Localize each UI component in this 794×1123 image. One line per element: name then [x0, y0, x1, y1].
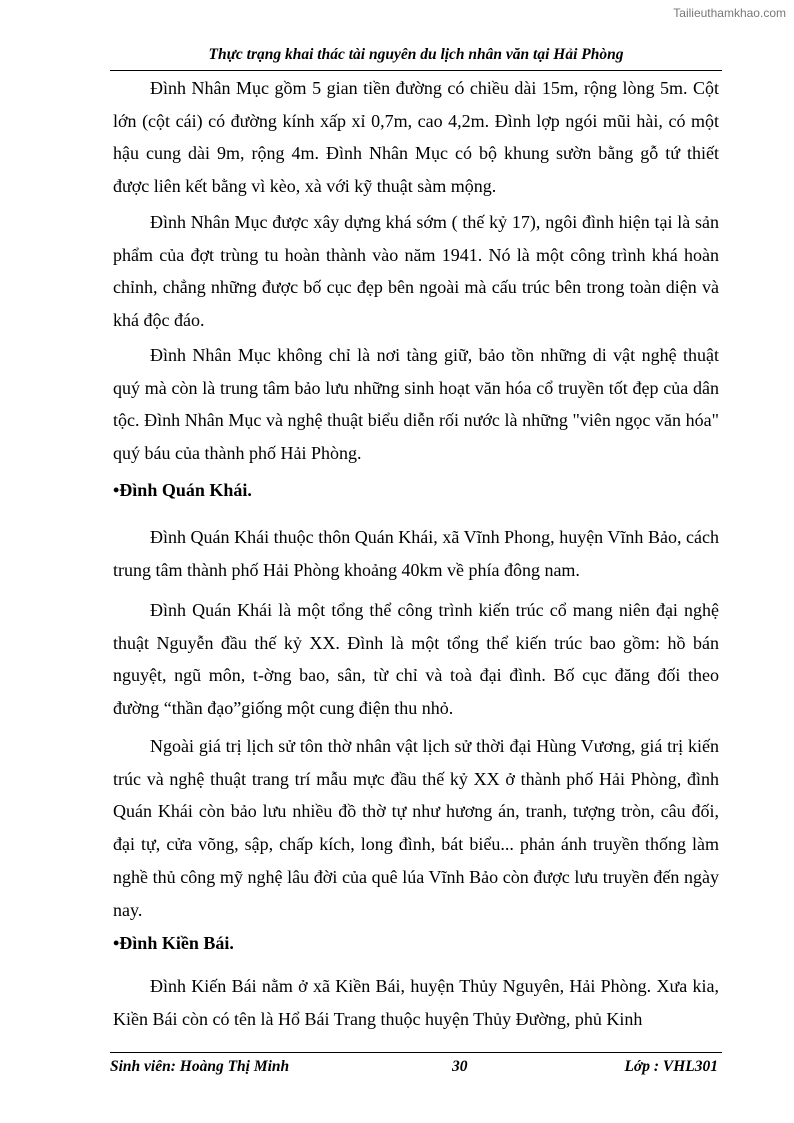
running-header: Thực trạng khai thác tài nguyên du lịch nhân văn tại Hải Phòng [208, 46, 624, 63]
section-heading: •Đình Quán Khái. [113, 480, 252, 500]
section-heading: •Đình Kiền Bái. [113, 933, 234, 953]
paragraph: Đình Kiến Bái nằm ở xã Kiền Bái, huyện Thủy Nguyên, Hải Phòng. Xưa kia, Kiền Bái còn có tên là Hổ Bái Trang thuộc huyện Thủy Đường, phủ Kinh [113, 976, 719, 1029]
footer-class: Lớp : VHL301 [624, 1058, 718, 1075]
paragraph: Đình Nhân Mục không chỉ là nơi tàng giữ, bảo tồn những di vật nghệ thuật quý mà còn là trung tâm bảo lưu những sinh hoạt văn hóa cổ truyền tốt đẹp của dân tộc. Đình Nhân Mục và nghệ thuật biểu diễn rối nước là những "viên ngọc văn hóa" quý báu của thành phố Hải Phòng. [113, 345, 719, 464]
paragraph: Ngoài giá trị lịch sử tôn thờ nhân vật lịch sử thời đại Hùng Vương, giá trị kiến trúc và nghệ thuật trang trí mẫu mực đầu thế kỷ XX ở thành phố Hải Phòng, đình Quán Khái còn bảo lưu nhiều đồ thờ tự như hương án, tranh, tượng tròn, câu đối, đại tự, cửa võng, sập, chấp kích, long đình, bát biểu... phản ánh truyền thống làm nghề thủ công mỹ nghệ lâu đời của quê lúa Vĩnh Bảo còn được lưu truyền đến ngày nay. [113, 736, 719, 920]
paragraph: Đình Quán Khái là một tổng thể công trình kiến trúc cổ mang niên đại nghệ thuật Nguyễn đầu thế kỷ XX. Đình là một tổng thể kiến trúc bao gồm: hồ bán nguyệt, ngũ môn, t-ờng bao, sân, từ chỉ và toà đại đình. Bố cục đăng đối theo đường “thần đạo”giống một cung điện thu nhỏ. [113, 600, 719, 719]
paragraph: Đình Nhân Mục gồm 5 gian tiền đường có chiều dài 15m, rộng lòng 5m. Cột lớn (cột cái) có đường kính xấp xỉ 0,7m, cao 4,2m. Đình lợp ngói mũi hài, có một hậu cung dài 9m, rộng 4m. Đình Nhân Mục có bộ khung sườn bằng gỗ tứ thiết được liên kết bằng vì kèo, xà với kỹ thuật sàm mộng. [113, 78, 719, 197]
footer-student: Sinh viên: Hoàng Thị Minh [110, 1058, 290, 1075]
footer-rule [110, 1052, 722, 1053]
header-rule [110, 70, 722, 71]
paragraph: Đình Nhân Mục được xây dựng khá sớm ( thế kỷ 17), ngôi đình hiện tại là sản phẩm của đợt trùng tu hoàn thành vào năm 1941. Nó là một công trình khá hoàn chỉnh, chẳng những được bố cục đẹp bên ngoài mà cấu trúc bên trong toàn diện và khá độc đáo. [113, 212, 719, 331]
watermark: Tailieuthamkhao.com [673, 6, 786, 20]
paragraph: Đình Quán Khái thuộc thôn Quán Khái, xã Vĩnh Phong, huyện Vĩnh Bảo, cách trung tâm thành phố Hải Phòng khoảng 40km về phía đông nam. [113, 527, 719, 580]
page-number: 30 [452, 1058, 468, 1075]
